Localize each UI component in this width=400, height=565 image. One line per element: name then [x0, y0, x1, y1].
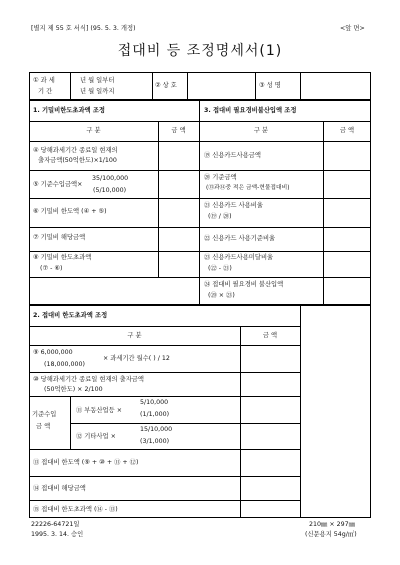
base-amount-label: 기준수입 — [32, 411, 57, 418]
row-10-line2: (50억한도) × 2/100 — [44, 386, 103, 393]
row-23-line2: (㉒ - ㉑) — [208, 265, 232, 272]
row-9-rest: × 과세기간 월수( ) / 12 — [103, 355, 170, 362]
row-10-line1: ⑩ 당해과세기간 종료일 현재의 출자금액 — [33, 376, 144, 383]
footer-size: 210㎜ × 297㎜ — [309, 521, 355, 528]
row-5-label: ⑤ 기준수입금액× — [33, 181, 83, 188]
period-from: 년 월 일부터 — [80, 77, 115, 84]
row-21-line2: (⑲ / ⑳) — [208, 213, 232, 220]
row-11-label: ⑪ 부동산업등 × — [76, 407, 122, 414]
sec1-title: 1. 기밀비한도초과액 조정 — [33, 107, 105, 114]
period-label-2: 기 간 — [38, 88, 53, 95]
page-side-label: <앞 면> — [340, 25, 365, 32]
sec2-col-amount: 금 액 — [262, 332, 278, 339]
row-24-line1: ㉔ 접대비 필요경비 불산입액 — [204, 281, 284, 288]
row-23-line1: ㉓ 신용카드사용미달비율 — [204, 254, 274, 261]
row-5-num: 35/100,000 — [92, 175, 129, 182]
base-amount-label-2: 금 액 — [36, 423, 51, 430]
row-13: ⑬ 접대비 한도액 (⑨ + ⑩ + ⑪ + ⑫) — [33, 459, 139, 466]
row-4-line1: ④ 당해과세기간 종료일 현재의 — [33, 147, 118, 154]
firm-label: ② 상 호 — [155, 82, 177, 89]
sec2-title: 2. 접대비 한도초과액 조정 — [33, 312, 108, 319]
row-4-line2: 출자금액(50억한도)×1/100 — [38, 157, 117, 164]
row-11-den: (1/1,000) — [140, 411, 170, 418]
sec3-col-amount: 금 액 — [339, 127, 355, 134]
row-11-num: 5/10,000 — [140, 399, 169, 406]
sec3-title: 3. 접대비 필요경비불산입액 조정 — [204, 107, 297, 114]
sec2-col-item: 구 분 — [127, 332, 142, 339]
footer-approved: 1995. 3. 14. 승인 — [31, 531, 84, 538]
row-5-den: (5/10,000) — [93, 187, 127, 194]
row-8-line2: (⑦ - ⑥) — [40, 265, 63, 272]
row-22: ㉒ 신용카드 사용기준비율 — [204, 235, 276, 242]
row-6: ⑥ 기밀비 한도액 (④ + ⑤) — [33, 208, 107, 215]
row-20-line1: ⑳ 기준금액 — [204, 174, 237, 181]
row-12-den: (3/1,000) — [140, 438, 170, 445]
sec3-col-item: 구 분 — [253, 127, 269, 134]
period-label: ① 과 세 — [33, 77, 55, 84]
row-19: ⑲ 신용카드사용금액 — [204, 152, 261, 159]
name-label: ③ 성 명 — [259, 82, 281, 89]
row-20-line2: (⑬과⑭중 적은 금액-현물접대비) — [206, 185, 290, 191]
row-9-num: ⑨ 6,000,000 — [33, 349, 73, 356]
row-12-label: ⑫ 기타사업 × — [76, 433, 116, 440]
period-to: 년 월 일까지 — [80, 88, 115, 95]
row-8-line1: ⑧ 기밀비 한도초과액 — [33, 254, 92, 261]
row-9-den: (18,000,000) — [44, 361, 85, 368]
row-12-num: 15/10,000 — [140, 426, 173, 433]
row-24-line2: (⑳ × ㉓) — [208, 292, 235, 299]
row-21-line1: ㉑ 신용카드 사용비율 — [204, 202, 263, 209]
row-15: ⑮ 접대비 한도초과액 (⑭ - ⑬) — [33, 506, 118, 513]
sec1-col-amount: 금 액 — [171, 127, 186, 134]
form-number: [별지 제 55 호 서식] (95. 5. 3. 개정) — [31, 25, 136, 32]
row-14: ⑭ 접대비 해당금액 — [33, 485, 86, 492]
footer-paper: (신문용지 54g/㎡) — [305, 531, 357, 538]
form-title: 접대비 등 조정명세서(1) — [117, 43, 283, 59]
footer-code: 22226-64721일 — [31, 521, 80, 528]
sec1-col-item: 구 분 — [86, 127, 101, 134]
row-7: ⑦ 기밀비 해당금액 — [33, 234, 86, 241]
